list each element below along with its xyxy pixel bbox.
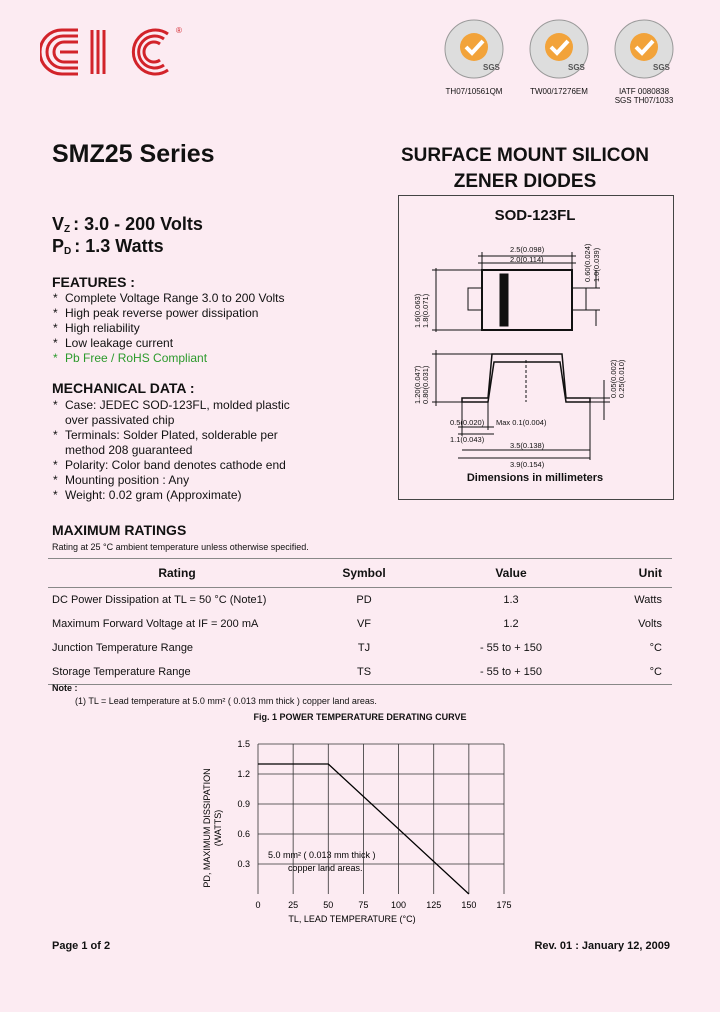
y-tick-label: 0.3 — [237, 859, 250, 869]
certification-seal-icon — [613, 18, 675, 80]
eic-logo — [40, 24, 190, 80]
cert-seal-3: SGS IATF 0080838 SGS TH07/1033 — [605, 18, 683, 105]
dim-label: 1.8(0.071) — [421, 293, 430, 328]
x-tick-label: 75 — [358, 900, 369, 910]
list-item: * Weight: 0.02 gram (Approximate) — [52, 488, 290, 503]
x-tick-label: 0 — [255, 900, 261, 910]
table-row: DC Power Dissipation at TL = 50 °C (Note1) PD 1.3 Watts — [52, 594, 662, 606]
y-tick-label: 1.2 — [237, 769, 250, 779]
mechanical-heading: MECHANICAL DATA : — [52, 380, 195, 396]
lead-right — [572, 288, 586, 310]
svg-text:SGS: SGS — [568, 63, 585, 72]
figure-title: Fig. 1 POWER TEMPERATURE DERATING CURVE — [253, 712, 467, 722]
y-axis-label: PD, MAXIMUM DISSIPATION — [202, 768, 212, 888]
cert-seal-1: SGS TH07/10561QM — [435, 18, 513, 96]
table-header-row — [48, 559, 672, 588]
svg-text:SGS: SGS — [483, 63, 500, 72]
chart-annotation: copper land areas. — [288, 863, 363, 873]
list-item: * Mounting position : Any — [52, 473, 290, 488]
list-item: * High reliability — [52, 321, 285, 336]
footer-page: Page 1 of 2 — [52, 940, 111, 952]
certification-seal-icon — [528, 18, 590, 80]
lead-left — [468, 288, 482, 310]
package-drawing — [398, 230, 672, 470]
chart-annotation: 5.0 mm² ( 0.013 mm thick ) — [268, 850, 376, 860]
table-row: Storage Temperature Range TS - 55 to + 150 °C — [48, 660, 672, 685]
column-header: Value — [425, 559, 597, 588]
list-item: * Pb Free / RoHS Compliant — [52, 351, 285, 366]
table-row: Maximum Forward Voltage at IF = 200 mA VF 1.2 Volts — [52, 618, 662, 630]
package-caption: Dimensions in millimeters — [466, 472, 604, 484]
ratings-note: Rating at 25 °C ambient temperature unless otherwise specified. — [52, 542, 309, 552]
dim-label: 1.20(0.047) — [413, 365, 422, 404]
ratings-table — [48, 558, 672, 685]
x-axis-label: TL, LEAD TEMPERATURE (°C) — [288, 914, 416, 924]
list-item: * Terminals: Solder Plated, solderable per method 208 guaranteed — [52, 428, 290, 458]
certification-seal-icon — [443, 18, 505, 80]
dim-label: 0.5(0.020) — [450, 418, 485, 427]
footer-revision: Rev. 01 : January 12, 2009 — [534, 940, 670, 952]
dim-label: 1.6(0.063) — [413, 293, 422, 328]
spec-pd: $P_D$ : 1.3 Watts — [52, 236, 164, 257]
dim-label: 3.9(0.154) — [510, 460, 545, 469]
y-tick-label: 1.5 — [237, 739, 250, 749]
dim-label: 2.0(0.114) — [510, 255, 544, 264]
note-heading: Note : — [52, 683, 78, 693]
svg-text:SGS: SGS — [653, 63, 670, 72]
dim-label: 0.05(0.002) — [609, 359, 618, 398]
ratings-heading: MAXIMUM RATINGS — [52, 522, 187, 538]
spec-vz: $V_Z$ : 3.0 - 200 Volts — [52, 214, 203, 235]
column-header: Unit — [597, 559, 672, 588]
page-title: SMZ25 Series — [52, 140, 215, 168]
package-title: SOD-123FL — [494, 207, 576, 224]
y-tick-label: 0.6 — [237, 829, 250, 839]
dim-label: Max 0.1(0.004) — [496, 418, 547, 427]
dim-label: 1.0(0.039) — [592, 247, 601, 282]
dim-label: 0.25(0.010) — [617, 359, 626, 398]
x-tick-label: 150 — [461, 900, 477, 910]
features-list — [52, 291, 285, 366]
package-body-top — [482, 270, 572, 330]
dim-label: 1.1(0.043) — [450, 435, 485, 444]
column-header: Rating — [48, 559, 303, 588]
svg-text:®: ® — [176, 26, 182, 35]
x-tick-label: 50 — [323, 900, 334, 910]
derating-chart — [190, 728, 530, 928]
column-header: Symbol — [303, 559, 425, 588]
page-subtitle: SURFACE MOUNT SILICON ZENER DIODES — [400, 145, 650, 192]
dim-label: 3.5(0.138) — [510, 441, 545, 450]
note-1: (1) TL = Lead temperature at 5.0 mm² ( 0.013 mm thick ) copper land areas. — [75, 696, 377, 706]
x-tick-label: 175 — [496, 900, 512, 910]
y-axis-label-units: (WATTS) — [213, 809, 223, 847]
list-item: * Complete Voltage Range 3.0 to 200 Volts — [52, 291, 285, 306]
list-item: * Case: JEDEC SOD-123FL, molded plastic over passivated chip — [52, 398, 290, 428]
x-tick-label: 100 — [391, 900, 407, 910]
dim-label: 2.5(0.098) — [510, 245, 545, 254]
y-tick-label: 0.9 — [237, 799, 250, 809]
table-row: Junction Temperature Range TJ - 55 to + 150 °C — [52, 642, 662, 654]
dim-label: 0.60(0.024) — [583, 243, 592, 282]
dim-label: 0.80(0.031) — [421, 365, 430, 404]
x-tick-label: 25 — [288, 900, 299, 910]
list-item: * Polarity: Color band denotes cathode end — [52, 458, 290, 473]
features-heading: FEATURES : — [52, 274, 135, 290]
mechanical-list — [52, 398, 290, 503]
cathode-band — [500, 274, 508, 326]
list-item: * High peak reverse power dissipation — [52, 306, 285, 321]
list-item: * Low leakage current — [52, 336, 285, 351]
cert-seal-2: SGS TW00/17276EM — [520, 18, 598, 96]
x-tick-label: 125 — [426, 900, 442, 910]
